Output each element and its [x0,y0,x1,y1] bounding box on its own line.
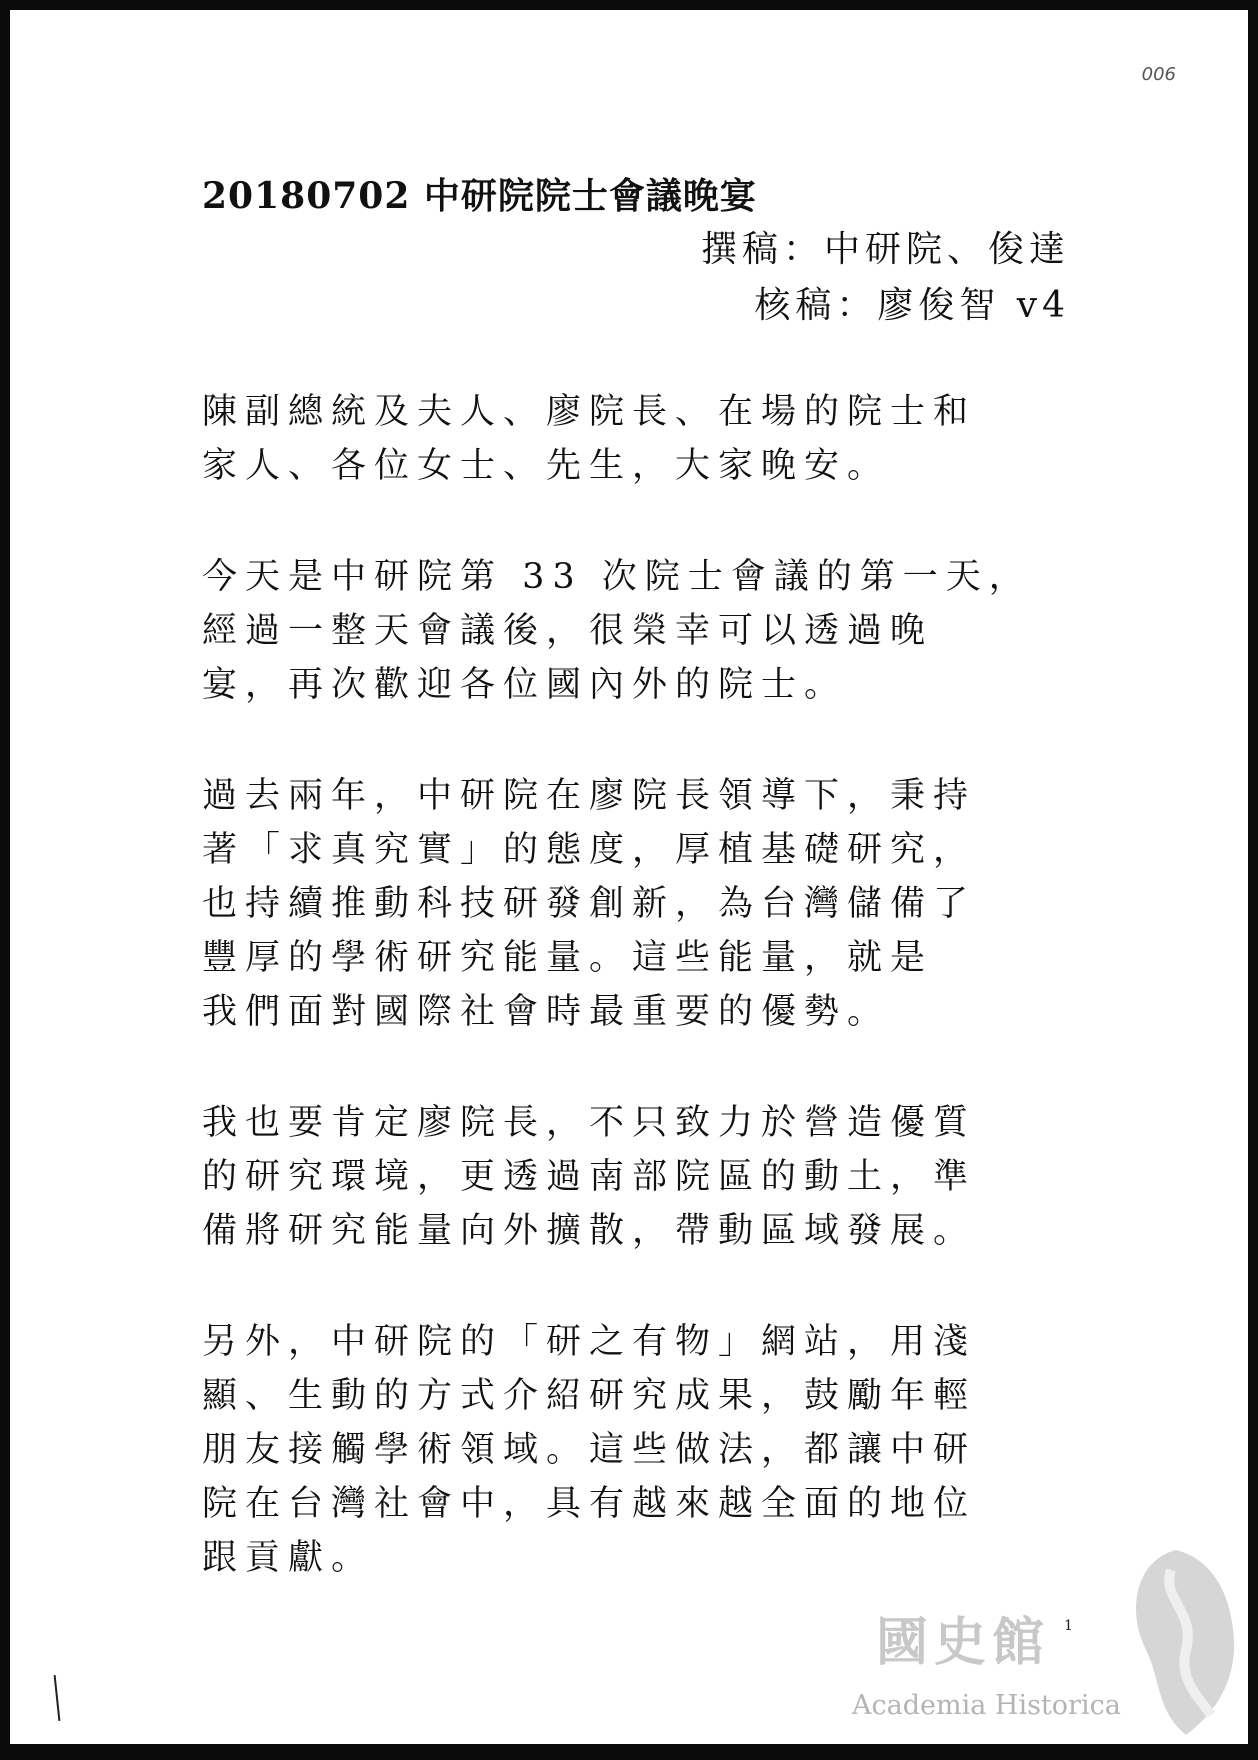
text-line: 也持續推動科技研發創新，為台灣儲備了 [202,884,977,924]
text-line: 家人、各位女士、先生，大家晚安。 [202,446,891,486]
credits-block [701,222,1070,334]
page-number: 1 [1064,1618,1073,1634]
handwritten-tick-mark [54,1675,61,1721]
text-line: 經過一整天會議後，很榮幸可以透過晚 [202,611,934,651]
brush-logo-icon [1116,1540,1246,1740]
paragraph [202,385,1082,493]
text-line: 院在台灣社會中，具有越來越全面的地位 [202,1484,977,1524]
text-line: 顯、生動的方式介紹研究成果，鼓勵年輕 [202,1376,977,1416]
paragraph [202,769,1082,1039]
paragraph [202,1096,1082,1258]
drafter-line: 撰稿：中研院、俊達 [700,229,1070,270]
watermark-caption: Academia Historica [852,1690,1121,1721]
watermark-seal-text: 國史館 [876,1612,1051,1673]
text-line: 陳副總統及夫人、廖院長、在場的院士和 [202,392,977,432]
text-line: 跟貢獻。 [202,1538,375,1578]
academia-historica-watermark [846,1540,1246,1760]
text-line: 我們面對國際社會時最重要的優勢。 [202,992,891,1032]
speech-body [202,385,1082,1642]
page-title: 20180702 中研院院士會議晚宴 [202,175,757,217]
paragraph [202,550,1082,712]
text-line: 的研究環境，更透過南部院區的動土，準 [202,1157,977,1197]
handwritten-page-mark: 006 [1141,64,1176,85]
reviewer-line: 核稿：廖俊智 v4 [754,285,1070,326]
text-line: 宴，再次歡迎各位國內外的院士。 [202,665,848,705]
text-line: 另外，中研院的「研之有物」網站，用淺 [202,1322,977,1362]
text-line: 豐厚的學術研究能量。這些能量，就是 [202,938,934,978]
text-line: 我也要肯定廖院長，不只致力於營造優質 [202,1103,977,1143]
text-line: 今天是中研院第 33 次院士會議的第一天， [202,557,1032,597]
text-line: 過去兩年，中研院在廖院長領導下，秉持 [202,776,977,816]
text-line: 著「求真究實」的態度，厚植基礎研究， [202,830,977,870]
text-line: 備將研究能量向外擴散，帶動區域發展。 [202,1211,977,1251]
document-page [10,10,1248,1744]
text-line: 朋友接觸學術領域。這些做法，都讓中研 [202,1430,977,1470]
